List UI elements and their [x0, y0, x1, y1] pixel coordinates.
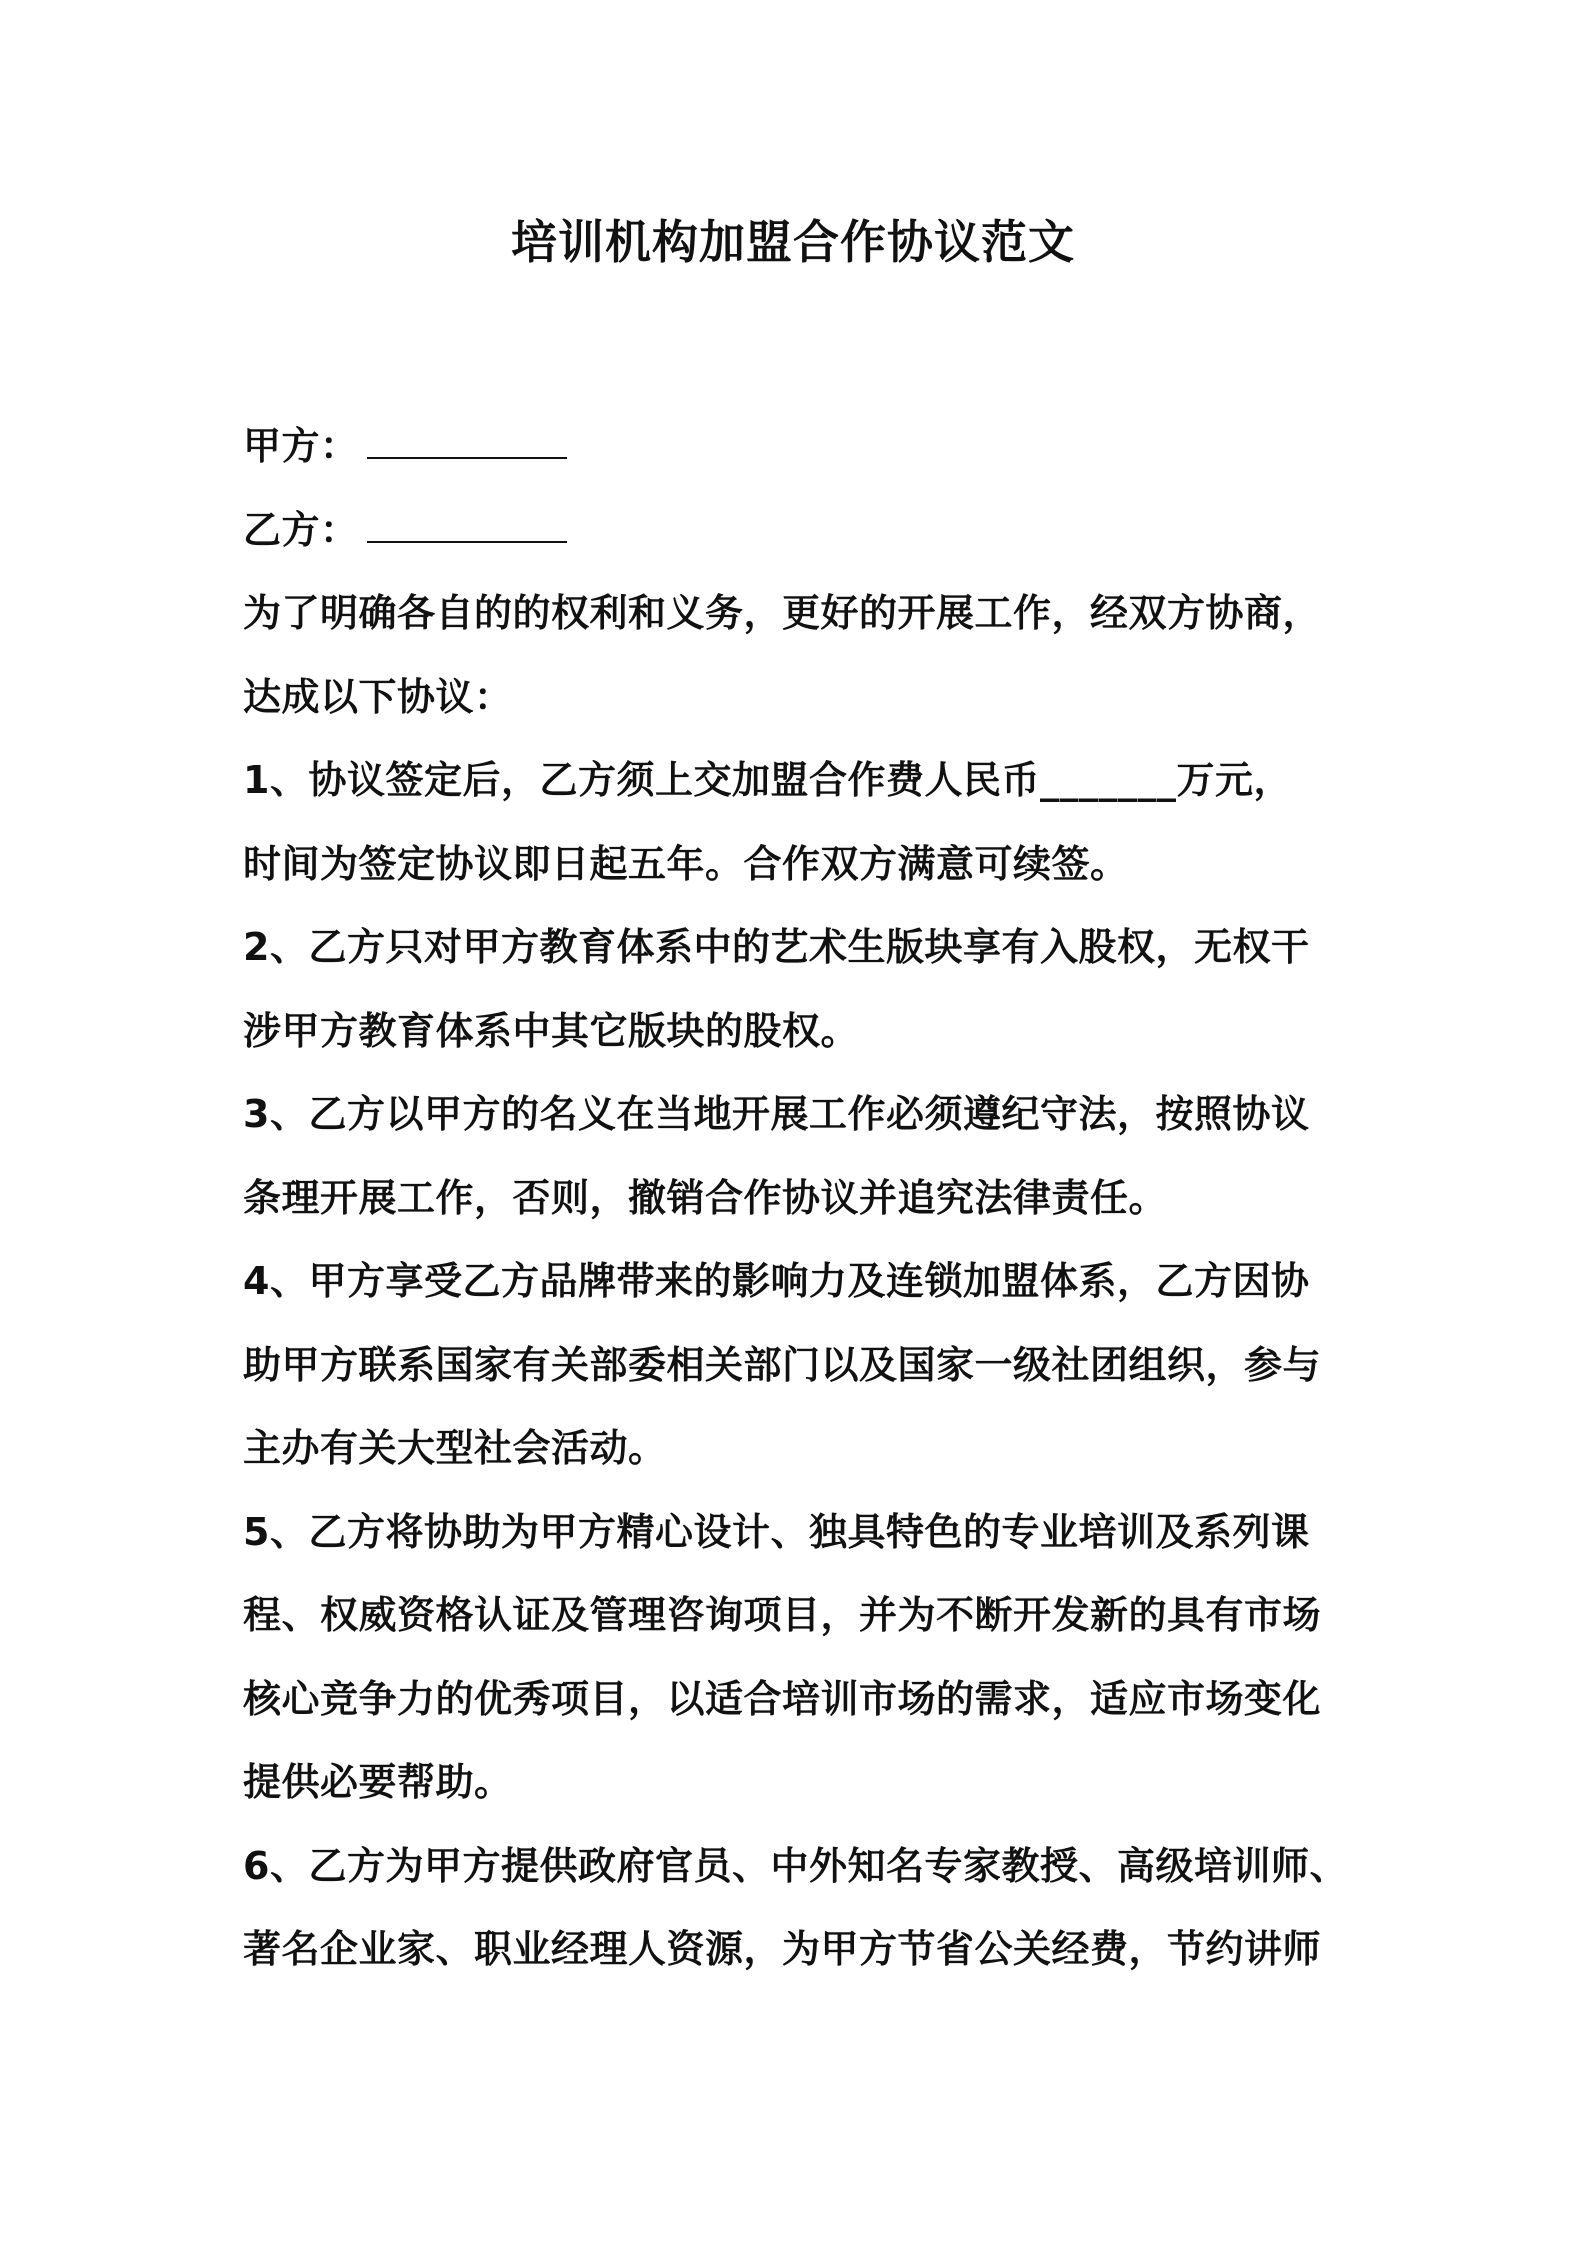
document-body: [243, 405, 1363, 1992]
party-b-label: 乙方：: [243, 507, 359, 552]
party-a-label: 甲方：: [243, 424, 359, 468]
body-line: 时间为签定协议即日起五年。合作双方满意可续签。: [243, 841, 1129, 886]
body-line: 为了明确各自的的权利和义务，更好的开展工作，经双方协商，: [243, 591, 1322, 635]
body-line: 1、协议签定后，乙方须上交加盟合作费人民币_______万元，: [243, 758, 1292, 802]
body-line: 提供必要帮助。: [243, 1760, 513, 1804]
body-line: 4、甲方享受乙方品牌带来的影响力及连锁加盟体系，乙方因协: [243, 1259, 1310, 1303]
body-line: 助甲方联系国家有关部委相关部门以及国家一级社团组织，参与: [243, 1342, 1322, 1387]
body-line: 涉甲方教育体系中其它版块的股权。: [243, 1008, 860, 1053]
party-b-blank: [367, 511, 567, 543]
party-a-blank: [367, 427, 567, 459]
body-line: 主办有关大型社会活动。: [243, 1426, 667, 1470]
body-line: 6、乙方为甲方提供政府官员、中外知名专家教授、高级培训师、: [243, 1843, 1348, 1888]
body-line: 程、权威资格认证及管理咨询项目，并为不断开发新的具有市场: [243, 1593, 1322, 1637]
body-line: 条理开展工作，否则，撤销合作协议并追究法律责任。: [243, 1175, 1168, 1220]
document-title: 培训机构加盟合作协议范文: [511, 215, 1075, 269]
party-a-line: [243, 405, 1363, 489]
body-line: 2、乙方只对甲方教育体系中的艺术生版块享有入股权，无权干: [243, 925, 1310, 969]
body-line: 核心竞争力的优秀项目，以适合培训市场的需求，适应市场变化: [243, 1676, 1322, 1721]
party-b-line: [243, 489, 1363, 573]
body-line: 3、乙方以甲方的名义在当地开展工作必须遵纪守法，按照协议: [243, 1092, 1310, 1136]
body-line: 达成以下协议：: [243, 674, 513, 719]
body-line: 5、乙方将协助为甲方精心设计、独具特色的专业培训及系列课: [243, 1509, 1310, 1554]
body-line: 著名企业家、职业经理人资源，为甲方节省公关经费，节约讲师: [243, 1927, 1322, 1971]
